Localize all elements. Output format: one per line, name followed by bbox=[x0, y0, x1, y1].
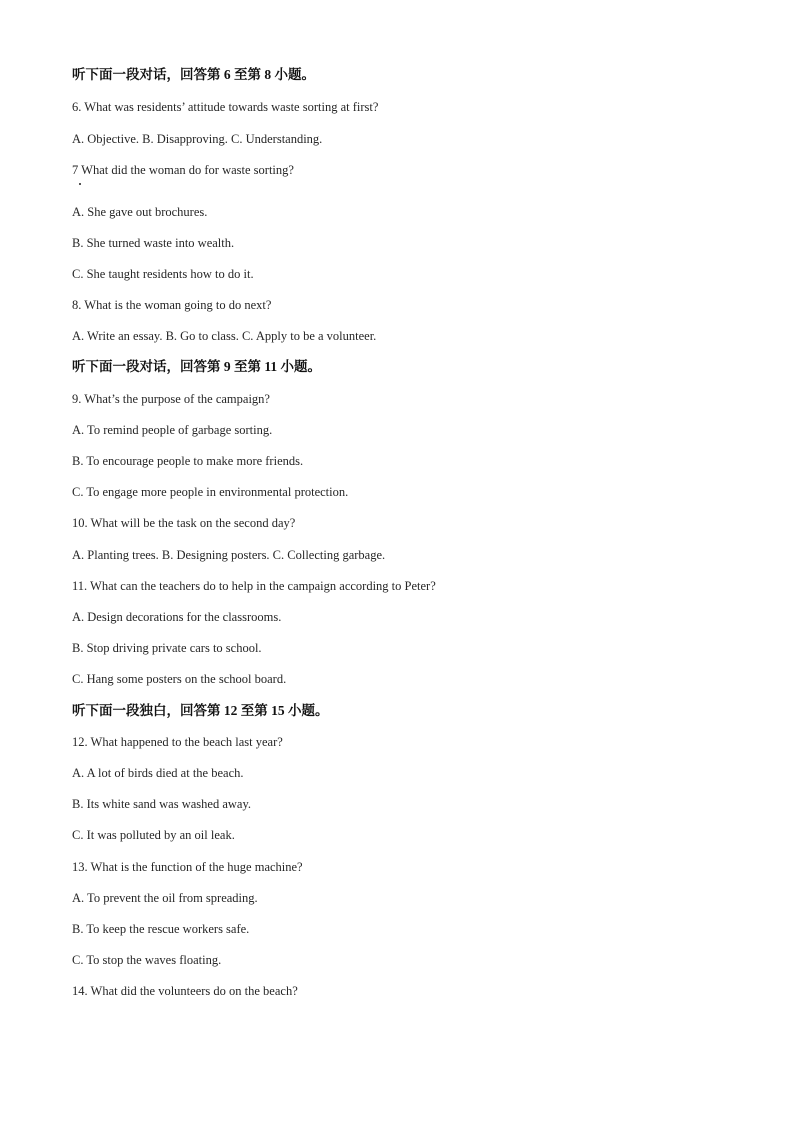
answer-option: B. To encourage people to make more friends. bbox=[72, 454, 304, 468]
answer-option: A. A lot of birds died at the beach. bbox=[72, 766, 244, 780]
answer-option: A. To prevent the oil from spreading. bbox=[72, 891, 258, 905]
answer-option: C. To stop the waves floating. bbox=[72, 953, 222, 967]
question-options: A. Planting trees. B. Designing posters. C. Collecting garbage. bbox=[72, 548, 386, 562]
question-stem: 6. What was residents’ attitude towards waste sorting at first? bbox=[72, 100, 379, 114]
answer-option: A. She gave out brochures. bbox=[72, 205, 208, 219]
answer-option: C. She taught residents how to do it. bbox=[72, 267, 254, 281]
question-options: A. Objective. B. Disapproving. C. Understanding. bbox=[72, 132, 323, 146]
answer-option: B. Its white sand was washed away. bbox=[72, 797, 252, 811]
question-stem: 13. What is the function of the huge machine? bbox=[72, 860, 303, 874]
answer-option: C. To engage more people in environmental protection. bbox=[72, 485, 349, 499]
answer-option: B. To keep the rescue workers safe. bbox=[72, 922, 250, 936]
answer-option: B. She turned waste into wealth. bbox=[72, 236, 235, 250]
answer-option: A. To remind people of garbage sorting. bbox=[72, 423, 273, 437]
section-heading: 听下面一段对话，回答第 6 至第 8 小题。 bbox=[72, 67, 315, 82]
section-heading: 听下面一段对话，回答第 9 至第 11 小题。 bbox=[72, 359, 322, 374]
question-stem: 12. What happened to the beach last year? bbox=[72, 735, 283, 749]
question-stem: 10. What will be the task on the second day? bbox=[72, 516, 296, 530]
question-stem: 7 What did the woman do for waste sorting? bbox=[72, 163, 294, 177]
question-stem: 11. What can the teachers do to help in the campaign according to Peter? bbox=[72, 579, 436, 593]
question-stem: 9. What’s the purpose of the campaign? bbox=[72, 392, 270, 406]
question-stem: 14. What did the volunteers do on the beach? bbox=[72, 984, 298, 998]
answer-option: C. It was polluted by an oil leak. bbox=[72, 828, 235, 842]
question-options: A. Write an essay. B. Go to class. C. Apply to be a volunteer. bbox=[72, 329, 377, 343]
stray-mark bbox=[79, 183, 81, 185]
section-heading: 听下面一段独白，回答第 12 至第 15 小题。 bbox=[72, 703, 329, 718]
answer-option: B. Stop driving private cars to school. bbox=[72, 641, 262, 655]
answer-option: A. Design decorations for the classrooms. bbox=[72, 610, 282, 624]
answer-option: C. Hang some posters on the school board. bbox=[72, 672, 287, 686]
question-stem: 8. What is the woman going to do next? bbox=[72, 298, 272, 312]
